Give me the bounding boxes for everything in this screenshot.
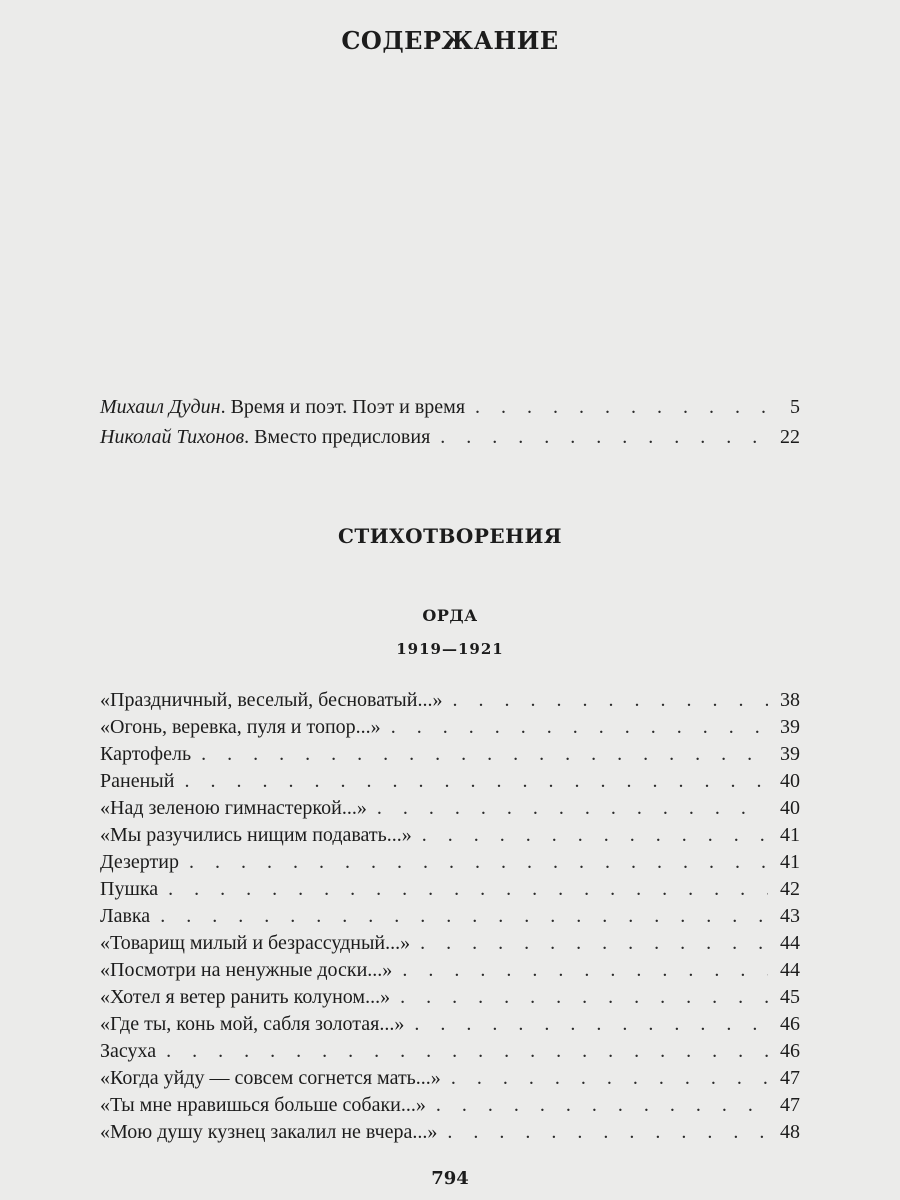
toc-entry xyxy=(100,1013,800,1043)
dot-leader xyxy=(201,743,768,766)
entry-page: 47 xyxy=(780,1067,800,1089)
entry-page: 41 xyxy=(780,851,800,873)
entry-title: «Ты мне нравишься больше собаки...» xyxy=(100,1094,426,1116)
entry-page: 45 xyxy=(780,986,800,1008)
dot-leader xyxy=(391,716,768,739)
entry-page: 41 xyxy=(780,824,800,846)
toc-entry xyxy=(100,932,800,962)
toc-entry xyxy=(100,878,800,908)
dot-leader xyxy=(166,1040,768,1063)
entry-title: Пушка xyxy=(100,878,159,900)
entry-page: 47 xyxy=(780,1094,800,1116)
toc-entry xyxy=(100,959,800,989)
toc-entry-front-2 xyxy=(100,426,800,456)
entry-title: «Праздничный, веселый, бесноватый...» xyxy=(100,689,443,711)
toc-entry xyxy=(100,905,800,935)
section-heading: СТИХОТВОРЕНИЯ xyxy=(337,524,563,548)
entry-title: Дезертир xyxy=(100,851,179,873)
entry-page: 46 xyxy=(780,1040,800,1062)
entry-title: «Огонь, веревка, пуля и топор...» xyxy=(100,716,381,738)
dot-leader xyxy=(168,878,768,901)
dot-leader xyxy=(184,770,768,793)
entry-title: «Мы разучились нищим подавать...» xyxy=(100,824,412,846)
entry-title: «Хотел я ветер ранить колуном...» xyxy=(100,986,391,1008)
toc-entry xyxy=(100,743,800,773)
entry-title: Раненый xyxy=(100,770,175,792)
entry-title: «Мою душу кузнец закалил не вчера...» xyxy=(100,1121,438,1143)
toc-entry xyxy=(100,797,800,827)
entry-title: «Над зеленою гимнастеркой...» xyxy=(100,797,367,819)
toc-entry xyxy=(100,716,800,746)
toc-entry xyxy=(100,1094,800,1124)
toc-entry xyxy=(100,770,800,800)
entry-title: «Товарищ милый и безрассудный...» xyxy=(100,932,411,954)
toc-entry xyxy=(100,824,800,854)
dot-leader xyxy=(420,932,768,955)
dot-leader xyxy=(440,426,768,449)
subsection-years: 1919—1921 xyxy=(396,640,504,658)
entry-title: . Вместо предисловия xyxy=(244,426,431,448)
entry-page: 44 xyxy=(780,932,800,954)
entry-title: «Посмотри на ненужные доски...» xyxy=(100,959,393,981)
entry-page: 48 xyxy=(780,1121,800,1143)
dot-leader xyxy=(189,851,768,874)
entry-author: Николай Тихонов xyxy=(100,426,245,448)
entry-page: 39 xyxy=(780,716,800,738)
toc-entry xyxy=(100,1040,800,1070)
toc-entry xyxy=(100,1121,800,1151)
entry-page: 42 xyxy=(780,878,800,900)
entry-title: «Где ты, конь мой, сабля золотая...» xyxy=(100,1013,405,1035)
entry-title: . Время и поэт. Поэт и время xyxy=(220,396,466,418)
contents-heading: СОДЕРЖАНИЕ xyxy=(341,26,559,55)
entry-page: 40 xyxy=(780,797,800,819)
entry-page: 46 xyxy=(780,1013,800,1035)
toc-entry xyxy=(100,1067,800,1097)
entry-page: 40 xyxy=(780,770,800,792)
subsection-heading: ОРДА xyxy=(422,606,478,625)
dot-leader xyxy=(414,1013,768,1036)
entry-author: Михаил Дудин xyxy=(100,396,221,418)
dot-leader xyxy=(451,1067,768,1090)
dot-leader xyxy=(436,1094,768,1117)
toc-entry xyxy=(100,689,800,719)
dot-leader xyxy=(447,1121,768,1144)
entry-title: «Когда уйду — совсем согнется мать...» xyxy=(100,1067,441,1089)
dot-leader xyxy=(422,824,768,847)
dot-leader xyxy=(475,396,768,419)
entry-title: Картофель xyxy=(100,743,192,765)
dot-leader xyxy=(160,905,768,928)
dot-leader xyxy=(452,689,768,712)
entry-page: 39 xyxy=(780,743,800,765)
entry-page: 38 xyxy=(780,689,800,711)
entry-title: Засуха xyxy=(100,1040,157,1062)
toc-entry xyxy=(100,851,800,881)
entry-title: Лавка xyxy=(100,905,151,927)
entry-page: 43 xyxy=(780,905,800,927)
toc-entry-front-1 xyxy=(100,396,800,426)
page-number: 794 xyxy=(431,1168,469,1189)
dot-leader xyxy=(400,986,768,1009)
entry-page: 44 xyxy=(780,959,800,981)
entry-page: 5 xyxy=(790,396,800,418)
entry-page: 22 xyxy=(780,426,800,448)
toc-entry xyxy=(100,986,800,1016)
dot-leader xyxy=(402,959,768,982)
dot-leader xyxy=(377,797,768,820)
